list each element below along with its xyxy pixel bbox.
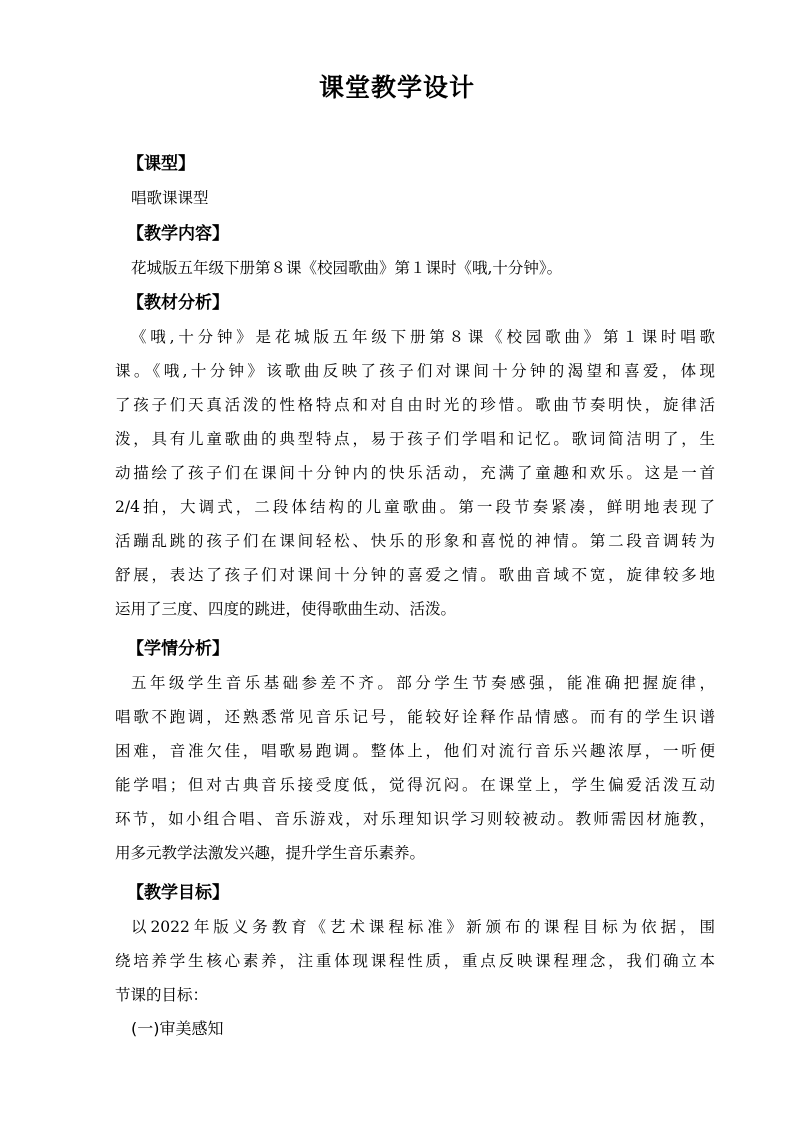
section-heading: 【教材分析】 bbox=[127, 293, 229, 313]
subsection-heading: (一)审美感知 bbox=[131, 1019, 224, 1038]
paragraph-line: 唱歌课课型 bbox=[131, 189, 209, 207]
paragraph-line: 节课的目标： bbox=[115, 986, 209, 1004]
document-title: 课堂教学设计 bbox=[318, 73, 475, 102]
section-heading: 【课型】 bbox=[127, 154, 195, 174]
paragraph-line: 泼，具有儿童歌曲的典型特点，易于孩子们学唱和记忆。歌词简洁明了，生 bbox=[115, 430, 715, 448]
paragraph-line: 了孩子们天真活泼的性格特点和对自由时光的珍惜。歌曲节奏明快，旋律活 bbox=[115, 396, 715, 414]
section-heading: 【教学内容】 bbox=[127, 224, 229, 244]
paragraph-line: 五年级学生音乐基础参差不齐。部分学生节奏感强，能准确把握旋律， bbox=[131, 674, 715, 692]
section-teaching-content bbox=[115, 217, 715, 285]
paragraph-line: 课。《哦,十分钟》该歌曲反映了孩子们对课间十分钟的渴望和喜爱，体现 bbox=[115, 362, 715, 380]
paragraph-line: 唱歌不跑调，还熟悉常见音乐记号，能较好诠释作品情感。而有的学生识谱 bbox=[115, 708, 715, 726]
section-heading: 【学情分析】 bbox=[127, 639, 229, 659]
paragraph-line: 2/4拍，大调式，二段体结构的儿童歌曲。第一段节奏紧凑，鲜明地表现了 bbox=[115, 498, 715, 516]
paragraph-line: 动描绘了孩子们在课间十分钟内的快乐活动，充满了童趣和欢乐。这是一首 bbox=[115, 464, 715, 482]
paragraph-line: 花城版五年级下册第８课《校园歌曲》第１课时《哦,十分钟》。 bbox=[131, 259, 563, 277]
paragraph-line: 《哦,十分钟》是花城版五年级下册第８课《校园歌曲》第１课时唱歌 bbox=[131, 328, 715, 346]
paragraph-line: 环节，如小组合唱、音乐游戏，对乐理知识学习则较被动。教师需因材施教， bbox=[115, 810, 715, 828]
paragraph-line: 用多元教学法激发兴趣，提升学生音乐素养。 bbox=[115, 844, 426, 862]
section-lesson-type bbox=[115, 147, 715, 215]
paragraph-line: 舒展，表达了孩子们对课间十分钟的喜爱之情。歌曲音域不宽，旋律较多地 bbox=[115, 566, 715, 584]
section-student-analysis bbox=[115, 632, 715, 870]
paragraph-line: 困难，音准欠佳，唱歌易跑调。整体上，他们对流行音乐兴趣浓厚，一听便 bbox=[115, 742, 715, 760]
paragraph-line: 活蹦乱跳的孩子们在课间轻松、快乐的形象和喜悦的神情。第二段音调转为 bbox=[115, 532, 715, 550]
section-material-analysis bbox=[115, 286, 715, 626]
section-heading: 【教学目标】 bbox=[127, 883, 229, 903]
section-teaching-goals bbox=[115, 876, 715, 1046]
paragraph-line: 绕培养学生核心素养，注重体现课程性质，重点反映课程理念，我们确立本 bbox=[115, 952, 715, 970]
paragraph-line: 以2022年版义务教育《艺术课程标准》新颁布的课程目标为依据，围 bbox=[131, 918, 715, 936]
paragraph-line: 能学唱；但对古典音乐接受度低，觉得沉闷。在课堂上，学生偏爱活泼互动 bbox=[115, 776, 715, 794]
paragraph-line: 运用了三度、四度的跳进，使得歌曲生动、活泼。 bbox=[115, 600, 457, 618]
